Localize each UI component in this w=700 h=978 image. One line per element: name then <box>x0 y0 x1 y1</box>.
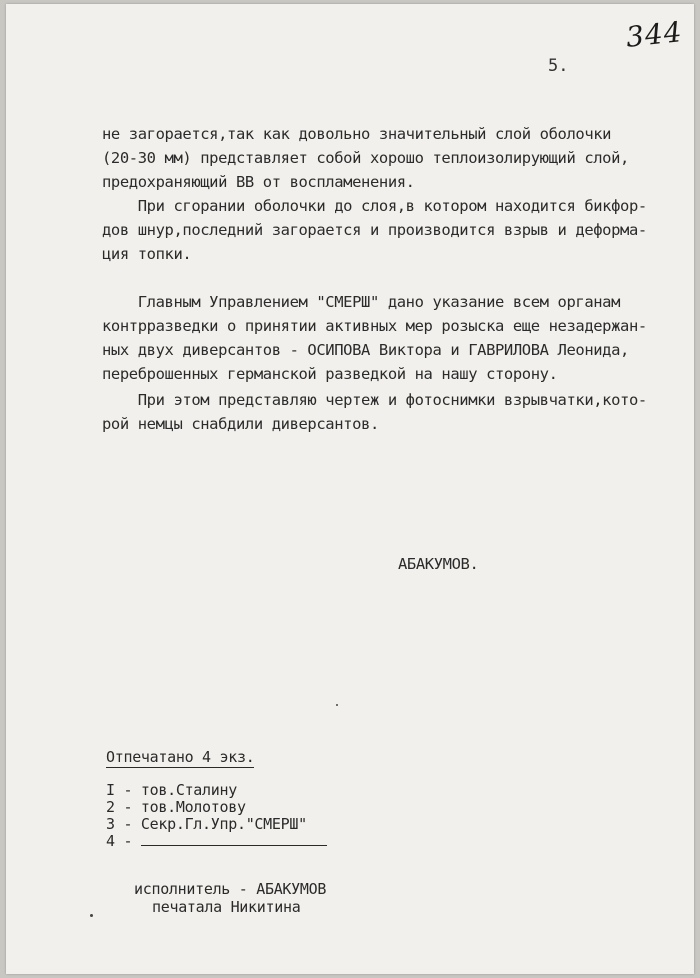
text-line: ных двух диверсантов - ОСИПОВА Виктора и ГАВРИЛОВА Леонида, <box>102 341 629 359</box>
text-line: При этом представляю чертеж и фотоснимки взрывчатки,кото- <box>102 391 647 409</box>
distribution-item-blank <box>106 833 327 850</box>
text-line: переброшенных германской разведкой на нашу сторону. <box>102 365 558 383</box>
distribution-item: I - тов.Сталину <box>106 781 237 799</box>
distribution-list <box>106 782 327 850</box>
signature: АБАКУМОВ. <box>398 555 479 573</box>
text-line: не загорается,так как довольно значительный слой оболочки <box>102 125 612 143</box>
blank-line <box>141 833 327 846</box>
printed-copies-note: Отпечатано 4 экз. <box>106 748 255 766</box>
handwritten-page-number: 344 <box>624 15 685 54</box>
text-line: предохраняющий ВВ от воспламенения. <box>102 173 415 191</box>
text-line: При сгорании оболочки до слоя,в котором находится бикфор- <box>102 197 647 215</box>
document-page <box>6 4 694 974</box>
typist-line: печатала Никитина <box>152 898 301 916</box>
executor-line: исполнитель - АБАКУМОВ <box>134 880 327 898</box>
paragraph-1 <box>102 122 692 194</box>
text-line: рой немцы снабдили диверсантов. <box>102 415 379 433</box>
text-line: дов шнур,последний загорается и производится взрыв и деформа- <box>102 221 647 239</box>
page-number: 5. <box>548 56 569 76</box>
ink-speck <box>90 914 93 917</box>
paragraph-2 <box>102 194 692 266</box>
footer <box>134 880 326 916</box>
ink-speck <box>336 704 338 706</box>
text-line: (20-30 мм) представляет собой хорошо теплоизолирующий слой, <box>102 149 629 167</box>
paragraph-4 <box>102 388 692 436</box>
distribution-item: 2 - тов.Молотову <box>106 798 246 816</box>
distribution-item-label: 4 - <box>106 832 133 850</box>
distribution-item: 3 - Секр.Гл.Упр."СМЕРШ" <box>106 815 307 833</box>
paragraph-3 <box>102 290 692 386</box>
text-line: контрразведки о принятии активных мер розыска еще незадержан- <box>102 317 647 335</box>
text-line: ция топки. <box>102 245 192 263</box>
text-line: Главным Управлением "СМЕРШ" дано указание всем органам <box>102 293 621 311</box>
